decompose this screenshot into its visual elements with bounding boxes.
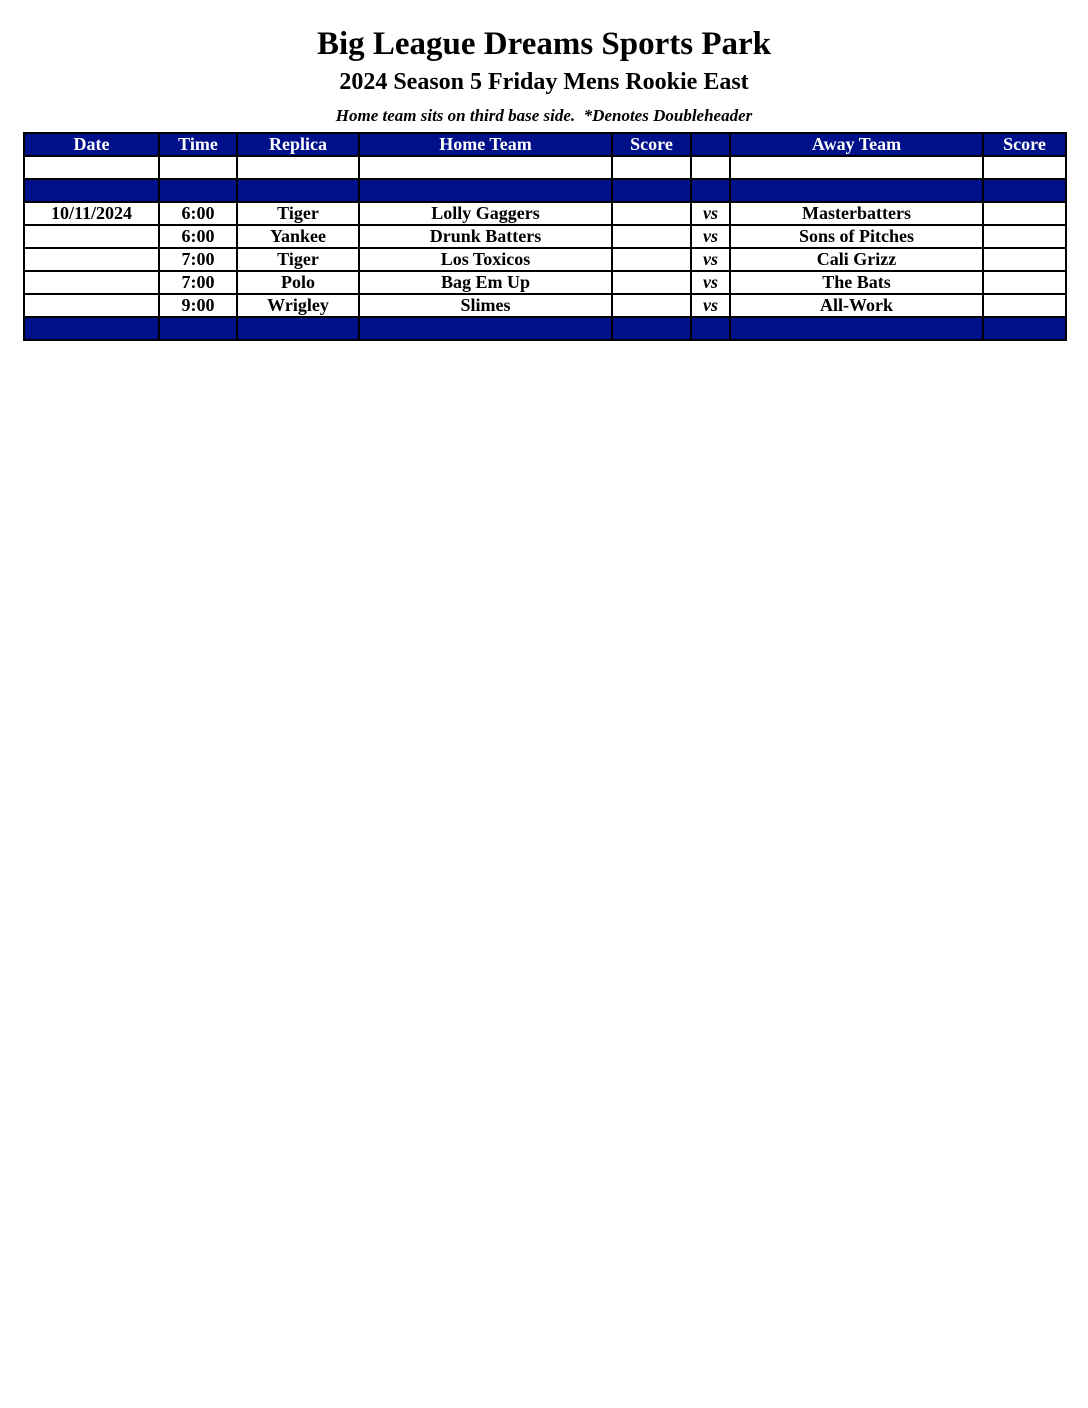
table-cell — [24, 156, 159, 179]
page-title: Big League Dreams Sports Park — [316, 26, 772, 62]
game-home-team: Los Toxicos — [359, 248, 612, 271]
game-vs: vs — [691, 294, 730, 317]
game-date — [24, 248, 159, 271]
table-cell — [359, 179, 612, 202]
table-cell — [730, 179, 983, 202]
game-away-score — [983, 225, 1066, 248]
table-cell — [612, 179, 691, 202]
game-replica: Tiger — [237, 202, 359, 225]
game-away-team: All-Work — [730, 294, 983, 317]
table-cell — [359, 317, 612, 340]
table-cell — [983, 156, 1066, 179]
table-cell — [237, 156, 359, 179]
table-cell — [983, 179, 1066, 202]
column-header-time: Time — [159, 133, 237, 156]
game-date — [24, 294, 159, 317]
game-home-team: Drunk Batters — [359, 225, 612, 248]
table-cell — [730, 156, 983, 179]
game-away-team: The Bats — [730, 271, 983, 294]
table-row-empty — [24, 156, 1066, 179]
table-cell — [237, 317, 359, 340]
table-cell — [237, 179, 359, 202]
game-home-score — [612, 294, 691, 317]
game-home-score — [612, 225, 691, 248]
game-time: 7:00 — [159, 271, 237, 294]
game-date — [24, 225, 159, 248]
game-time: 6:00 — [159, 202, 237, 225]
table-cell — [983, 317, 1066, 340]
column-header-away-team: Away Team — [730, 133, 983, 156]
game-time: 7:00 — [159, 248, 237, 271]
game-time: 9:00 — [159, 294, 237, 317]
table-row-divider — [24, 179, 1066, 202]
game-replica: Tiger — [237, 248, 359, 271]
table-cell — [159, 317, 237, 340]
column-header-away-score: Score — [983, 133, 1066, 156]
game-home-score — [612, 248, 691, 271]
table-cell — [691, 179, 730, 202]
game-replica: Wrigley — [237, 294, 359, 317]
game-home-score — [612, 202, 691, 225]
game-date — [24, 271, 159, 294]
table-row — [24, 202, 1066, 225]
table-row-divider — [24, 317, 1066, 340]
table-row — [24, 225, 1066, 248]
table-cell — [691, 317, 730, 340]
table-cell — [159, 156, 237, 179]
table-row — [24, 248, 1066, 271]
game-away-team: Cali Grizz — [730, 248, 983, 271]
game-away-team: Masterbatters — [730, 202, 983, 225]
column-header-home-score: Score — [612, 133, 691, 156]
game-home-team: Bag Em Up — [359, 271, 612, 294]
game-vs: vs — [691, 225, 730, 248]
table-header-row — [24, 133, 1066, 156]
game-home-team: Slimes — [359, 294, 612, 317]
table-row — [24, 271, 1066, 294]
game-time: 6:00 — [159, 225, 237, 248]
game-away-score — [983, 248, 1066, 271]
game-replica: Polo — [237, 271, 359, 294]
table-cell — [612, 317, 691, 340]
table-cell — [159, 179, 237, 202]
table-cell — [730, 317, 983, 340]
column-header-vs — [691, 133, 730, 156]
schedule-table — [23, 132, 1067, 341]
game-date: 10/11/2024 — [24, 202, 159, 225]
game-home-score — [612, 271, 691, 294]
schedule-note: Home team sits on third base side. *Denotes Doubleheader — [335, 106, 753, 125]
table-cell — [612, 156, 691, 179]
game-home-team: Lolly Gaggers — [359, 202, 612, 225]
column-header-home-team: Home Team — [359, 133, 612, 156]
column-header-replica: Replica — [237, 133, 359, 156]
game-vs: vs — [691, 271, 730, 294]
game-vs: vs — [691, 202, 730, 225]
game-away-score — [983, 271, 1066, 294]
game-vs: vs — [691, 248, 730, 271]
table-row — [24, 294, 1066, 317]
game-away-score — [983, 294, 1066, 317]
schedule-subtitle: 2024 Season 5 Friday Mens Rookie East — [339, 69, 749, 95]
table-cell — [359, 156, 612, 179]
table-cell — [691, 156, 730, 179]
game-away-team: Sons of Pitches — [730, 225, 983, 248]
table-cell — [24, 317, 159, 340]
table-cell — [24, 179, 159, 202]
game-replica: Yankee — [237, 225, 359, 248]
game-away-score — [983, 202, 1066, 225]
column-header-date: Date — [24, 133, 159, 156]
